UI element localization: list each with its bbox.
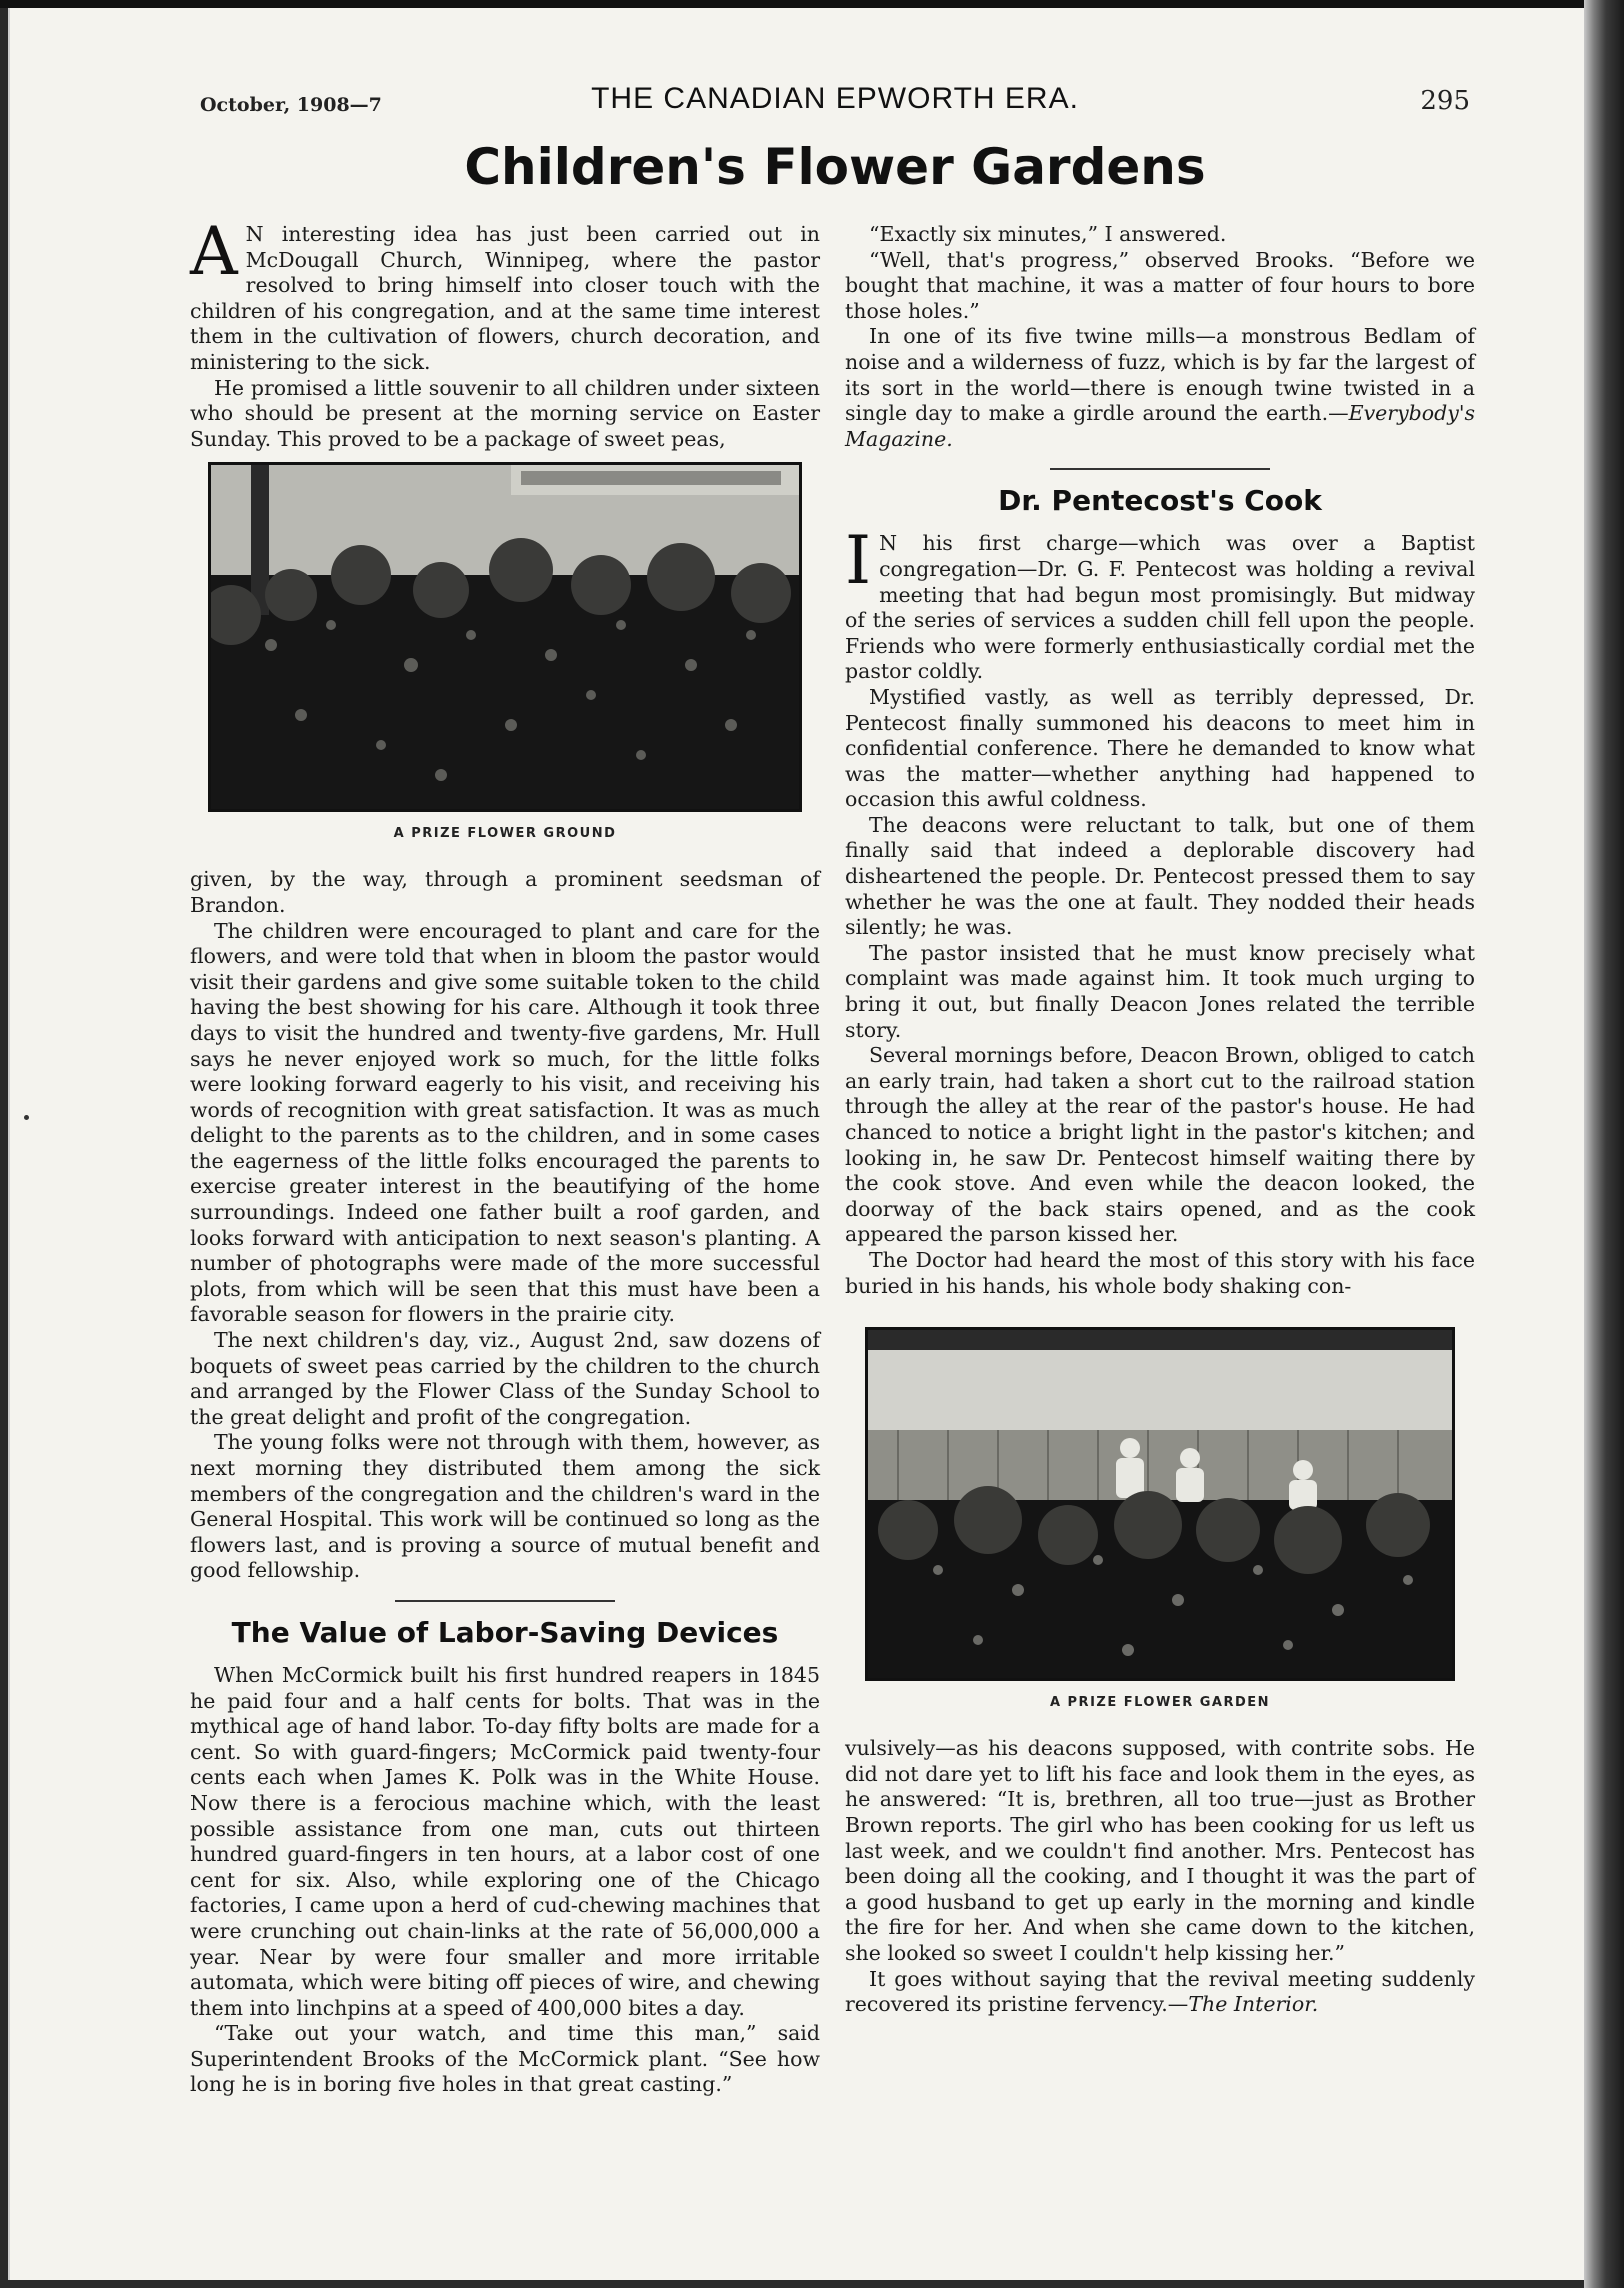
section-title: The Value of Labor-Saving Devices (231, 1615, 779, 1649)
magazine-title: THE CANADIAN EPWORTH ERA. (591, 82, 1079, 115)
article-paragraph: The Doctor had heard the most of this story with his face buried in his hands, his whole body shaking con- (845, 1247, 1475, 1298)
article-paragraph: Mystified vastly, as well as terribly depressed, Dr. Pentecost finally summoned his deacons to meet him in confidential conference. There he demanded to know what was the matter—whether anything had happened to occasion this awful coldness. (845, 684, 1475, 812)
article-paragraph: When McCormick built his first hundred reapers in 1845 he paid four and a half cents for bolts. That was in the mythical age of hand labor. To-day fifty bolts are made for a cent. So with guard-fingers; McCormick paid twenty-four cents each when James K. Polk was in the White House. Now there is a ferocious machine which, with the least possible assistance from one man, cuts out thirteen hundred guard-fingers in ten hours, at a labor cost of one cent for six. Also, while exploring one of the Chicago factories, I came upon a herd of cud-chewing machines that were crunching out chain-links at the rate of 56,000,000 a year. Near by were four smaller and more irritable automata, which were biting off pieces of wire, and chewing them into linchpins at a speed of 400,000 bites a day. (190, 1662, 820, 2020)
section-divider (395, 1600, 615, 1602)
article-paragraph: The young folks were not through with them, however, as next morning they distributed them among the sick members of the congregation and the children's ward in the General Hospital. This work will be continued so long as the flowers last, and is proving a source of mutual benefit and good fellowship. (190, 1430, 820, 1583)
flower-garden-photo (865, 1327, 1455, 1681)
page-number: 295 (1420, 86, 1470, 116)
drop-cap: A (190, 213, 238, 290)
book-binding (1584, 0, 1624, 2288)
article-paragraph: “Take out your watch, and time this man,” said Superintendent Brooks of the McCormick plant. “See how long he is in boring five holes in that great casting.” (190, 2021, 820, 2097)
photo-caption: A PRIZE FLOWER GARDEN (1049, 1695, 1271, 1711)
article-paragraph: He promised a little souvenir to all children under sixteen who should be present at the morning service on Easter Sunday. This proved to be a package of sweet peas, (190, 375, 820, 451)
article-title: Children's Flower Gardens (464, 138, 1206, 196)
article-paragraph: given, by the way, through a prominent seedsman of Brandon. (190, 867, 820, 917)
source-credit: Everybody's Magazine. (845, 401, 1475, 451)
flower-ground-photo (208, 462, 802, 812)
article-paragraph: The next children's day, viz., August 2nd, saw dozens of boquets of sweet peas carried by the children to the church and arranged by the Flower Class of the Sunday School to the great delight and profit of the congregation. (190, 1328, 820, 1429)
drop-cap: I (845, 522, 872, 600)
article-paragraph: “Well, that's progress,” observed Brooks. “Before we bought that machine, it was a matter of four hours to bore those holes.” (845, 247, 1475, 323)
article-paragraph: Several mornings before, Deacon Brown, obliged to catch an early train, had taken a short cut to the railroad station through the alley at the rear of the pastor's house. He had chanced to notice a bright light in the pastor's kitchen; and looking in, he saw Dr. Pentecost himself waiting there by the cook stove. And even while the deacon looked, the doorway of the back stairs opened, and as the cook appeared the parson kissed her. (845, 1043, 1475, 1247)
photo-caption: A PRIZE FLOWER GROUND (393, 826, 617, 842)
article-paragraph: vulsively—as his deacons supposed, with contrite sobs. He did not dare yet to lift his face and look them in the eyes, as he answered: “It is, brethren, all too true—just as Brother Brown reports. The girl who has been cooking for us left us last week, and we couldn't find another. Mrs. Pentecost has been doing all the cooking, and I thought it was the part of a good husband to get up early in the morning and kindle the fire for her. And when she came down to the kitchen, she looked so sweet I couldn't help kissing her.” (845, 1736, 1475, 1965)
article-paragraph: I N his first charge—which was over a Baptist congregation—Dr. G. F. Pentecost was holding a revival meeting that had begun most promisingly. But midway of the series of services a sudden chill fell upon the people. Friends who were formerly enthusiastically cordial met the pastor coldly. (845, 522, 1475, 684)
article-paragraph: The deacons were reluctant to talk, but one of them finally said that indeed a deplorable discovery had disheartened the people. Dr. Pentecost pressed them to say whether he was the one at fault. They nodded their heads silently; he was. (845, 812, 1475, 940)
section-divider (1050, 468, 1270, 470)
article-paragraph: In one of its five twine mills—a monstrous Bedlam of noise and a wilderness of fuzz, which is by far the largest of its sort in the world—there is enough twine twisted in a single day to make a girdle around the earth.—Everybody's Magazine. (845, 324, 1475, 451)
page-header (200, 80, 1470, 130)
source-credit: The Interior. (1188, 1992, 1319, 2017)
section-title: Dr. Pentecost's Cook (998, 484, 1322, 518)
scan-top-edge (0, 0, 1624, 8)
article-paragraph: The pastor insisted that he must know precisely what complaint was made against him. It took much urging to bring it out, but finally Deacon Jones related the terrible story. (845, 940, 1475, 1042)
article-paragraph: A N interesting idea has just been carried out in McDougall Church, Winnipeg, where the pastor resolved to bring himself into closer touch with the children of his congregation, and at the same time interest them in the cultivation of flowers, church decoration, and ministering to the sick. (190, 213, 820, 374)
speck (24, 1115, 29, 1120)
article-paragraph: The children were encouraged to plant and care for the flowers, and were told that when in bloom the pastor would visit their gardens and give some suitable token to the child having the best showing for his care. Although it took three days to visit the hundred and twenty-five gardens, Mr. Hull says he never enjoyed work so much, for the little folks were looking forward eagerly to his visit, and receiving his words of recognition with great satisfaction. It was as much delight to the parents as to the children, and in some cases the eagerness of the little folks encouraged the parents to exercise greater interest in the beautifying of the home surroundings. Indeed one father built a roof garden, and looks forward with anticipation to next season's planting. A number of photographs were made of the more successful plots, from which will be seen that this must have been a favorable season for flowers in the prairie city. (190, 918, 820, 1327)
left-column (190, 213, 820, 2098)
right-column (845, 222, 1475, 2018)
issue-date: October, 1908—7 (200, 94, 382, 116)
article-paragraph: It goes without saying that the revival meeting suddenly recovered its pristine fervency.—The Interior. (845, 1966, 1475, 2017)
article-paragraph: “Exactly six minutes,” I answered. (869, 222, 1227, 246)
